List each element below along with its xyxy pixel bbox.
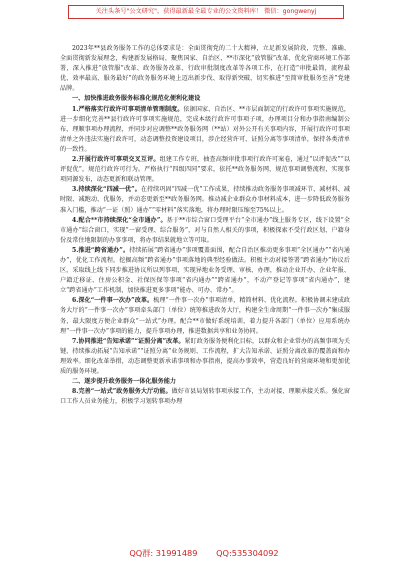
numbered-paragraph <box>60 337 350 377</box>
numbered-paragraph <box>60 185 350 215</box>
numbered-paragraph <box>60 105 350 155</box>
section-heading: 二、逐步提升政务服务一体化服务能力 <box>72 378 176 386</box>
document-body <box>60 44 350 407</box>
paragraph-lead: 7.协同推进“告知承诺”“证照分离”改革。 <box>72 337 185 345</box>
paragraph-lead: 1.严格落实行政许可事项清单管理制度。 <box>72 105 184 113</box>
paragraph-text: 紧盯政务服务便利化目标，以群众和企业常办的高频事项为关键，持续推动拓展“告知承诺”“证照分离”业务规则、工作流程，扩大告知承诺、证照分离改革的覆盖面和办理效率。细化改革举措，动态调整更新承诺事项和办事指南，提高办事效率，营造良好的营商环境和更加优质的服务环境。 <box>60 337 350 375</box>
paragraph-lead: 8.完善“一站式”政务服务大厅功能。 <box>72 388 172 396</box>
paragraph-text: 依据国家、自治区、**市层面制定的行政许可事项实施规范，进一步细化完善**县行政许可事项实施规范，完成本级行政许可事项子项，办理项目分和办事指南编制公布，理顺事项办理流程，并同步对应调整**政务服务网（**站）对外公开有关事项内容，开展行政许可事项清单之外违法实施行政许可，动态调整投资建设项目，涉企经营许可、证照分离等事项清单，保持各类清单的一致性。 <box>60 105 350 153</box>
section-heading: 一、加快推进政务服务标准化规范化便利化建设 <box>72 95 201 103</box>
paragraph-lead: 4.配合**市持续深化“全市通办”。 <box>72 216 167 224</box>
paragraph-text: 梳理“一件事一次办”事项清单，精简材料、优化流程。积极协调未建成政务大厅的“一件事一次办”事项牵头部门（单位）统筹推进政务大厅，构建全生命周期“一件事一次办”集成服务，最大限度方便企业群众“一站式”办理。配合**市做好系统培训，着力提升各部门（单位）应用系统办理“一件事一次办”事项的能力，提升事项办理，推进数据共享和业务协同。 <box>60 297 351 335</box>
paragraph-text: 组建工作专班，抽查高频审批事项行政许可案卷，通过“以评促改”“以评促优”，规范行政许可行为。严格执行“四级四同”要求，依托**政务服务网，规范事项调整流程，实现事项同源发布，动态更新和联动管理。 <box>60 156 350 184</box>
numbered-paragraph <box>60 296 350 336</box>
paragraph-lead: 2.开展行政许可事项交叉互评。 <box>72 156 160 164</box>
paragraph-text: 做好市县局划转事项承接工作，主动对接、理顺承接关系。强化窗口工作人员业务能力，积极学习划转事项办理 <box>60 388 350 406</box>
promo-banner: 关注头条号"公文研究"，获得最新最全最专业的公文资料库！ 微信：gongwenyj <box>68 5 344 19</box>
qq-text: QQ:535304092 <box>216 548 279 558</box>
footer-contact <box>0 548 408 559</box>
intro-paragraph: 2023年**县政务服务工作的总体要求是：全面贯彻党的二十大精神，立足新发展阶段，完整、准确、全面贯彻新发展理念，构建新发展格局，聚焦国家、自治区、**市深化“放管服”改革、优化营商环境工作部署，深入推进“放管服”改革、政务服务改革、行政审批制度改革等各项工作，在打造“审批最简，流程最优、效率最高、服务最好”的政务服务环境上迈出新步伐、取得新突破，切实推进“至简审批服务至善”党建品牌。 <box>60 45 350 93</box>
paragraph-text: 基于**市综合窗口受理平台“全市通办”线上服务专区，线下设置“全市通办”综合窗口，实现“一窗受理、综合服务”，对与自然人相关的事项，积极探索不受行政区划、户籍身份及常住地限制的办事事项，将办事结果就地立等可取。 <box>60 216 350 244</box>
numbered-paragraph <box>60 246 350 296</box>
paragraph-lead: 6.深化“一件事一次办”改革。 <box>72 297 154 305</box>
numbered-paragraph <box>60 216 350 246</box>
paragraph-text: 持续拓展“跨省通办”事项覆盖面围，配合自治区推动更多事项“全区通办”“省内通办”，优化工作流程，挖掘高频“跨省通办”事项落地的典型经验做法。积极主动对接签署“跨省通办”协议后区，采取线上线下同步推进协议所以列事项，实现异地业务受理、审核、办理，推动企业开办、企业年报、户籍迁移证、住房公积金、社保医保等事项“省内通办”“跨省通办”，不动产登记等事项“省内通办”，建立“跨省通办”工作机制，加快推进更多事项“能办、可办、常办”。 <box>60 246 350 295</box>
paragraph-lead: 5.推进“跨省通办”。 <box>72 246 130 254</box>
numbered-paragraph <box>60 155 350 185</box>
paragraph-text: 在持续巩固“四减一优”工作成果，持续推动政务服务事项减环节、减材料、减时限、减跑动、优服务，并动态更新至**政务服务网。推动减企业群众办事材料成本，进一步降低政务服务准入门槛，推动“一证（照）通办”“零材料”落实落地，将办理时限压缩至75%以上。 <box>60 186 350 214</box>
numbered-paragraph <box>60 387 350 407</box>
paragraph-lead: 3.持续深化“四减一优”。 <box>72 186 141 194</box>
qq-group-text: QQ群: 31991489 <box>129 548 198 558</box>
